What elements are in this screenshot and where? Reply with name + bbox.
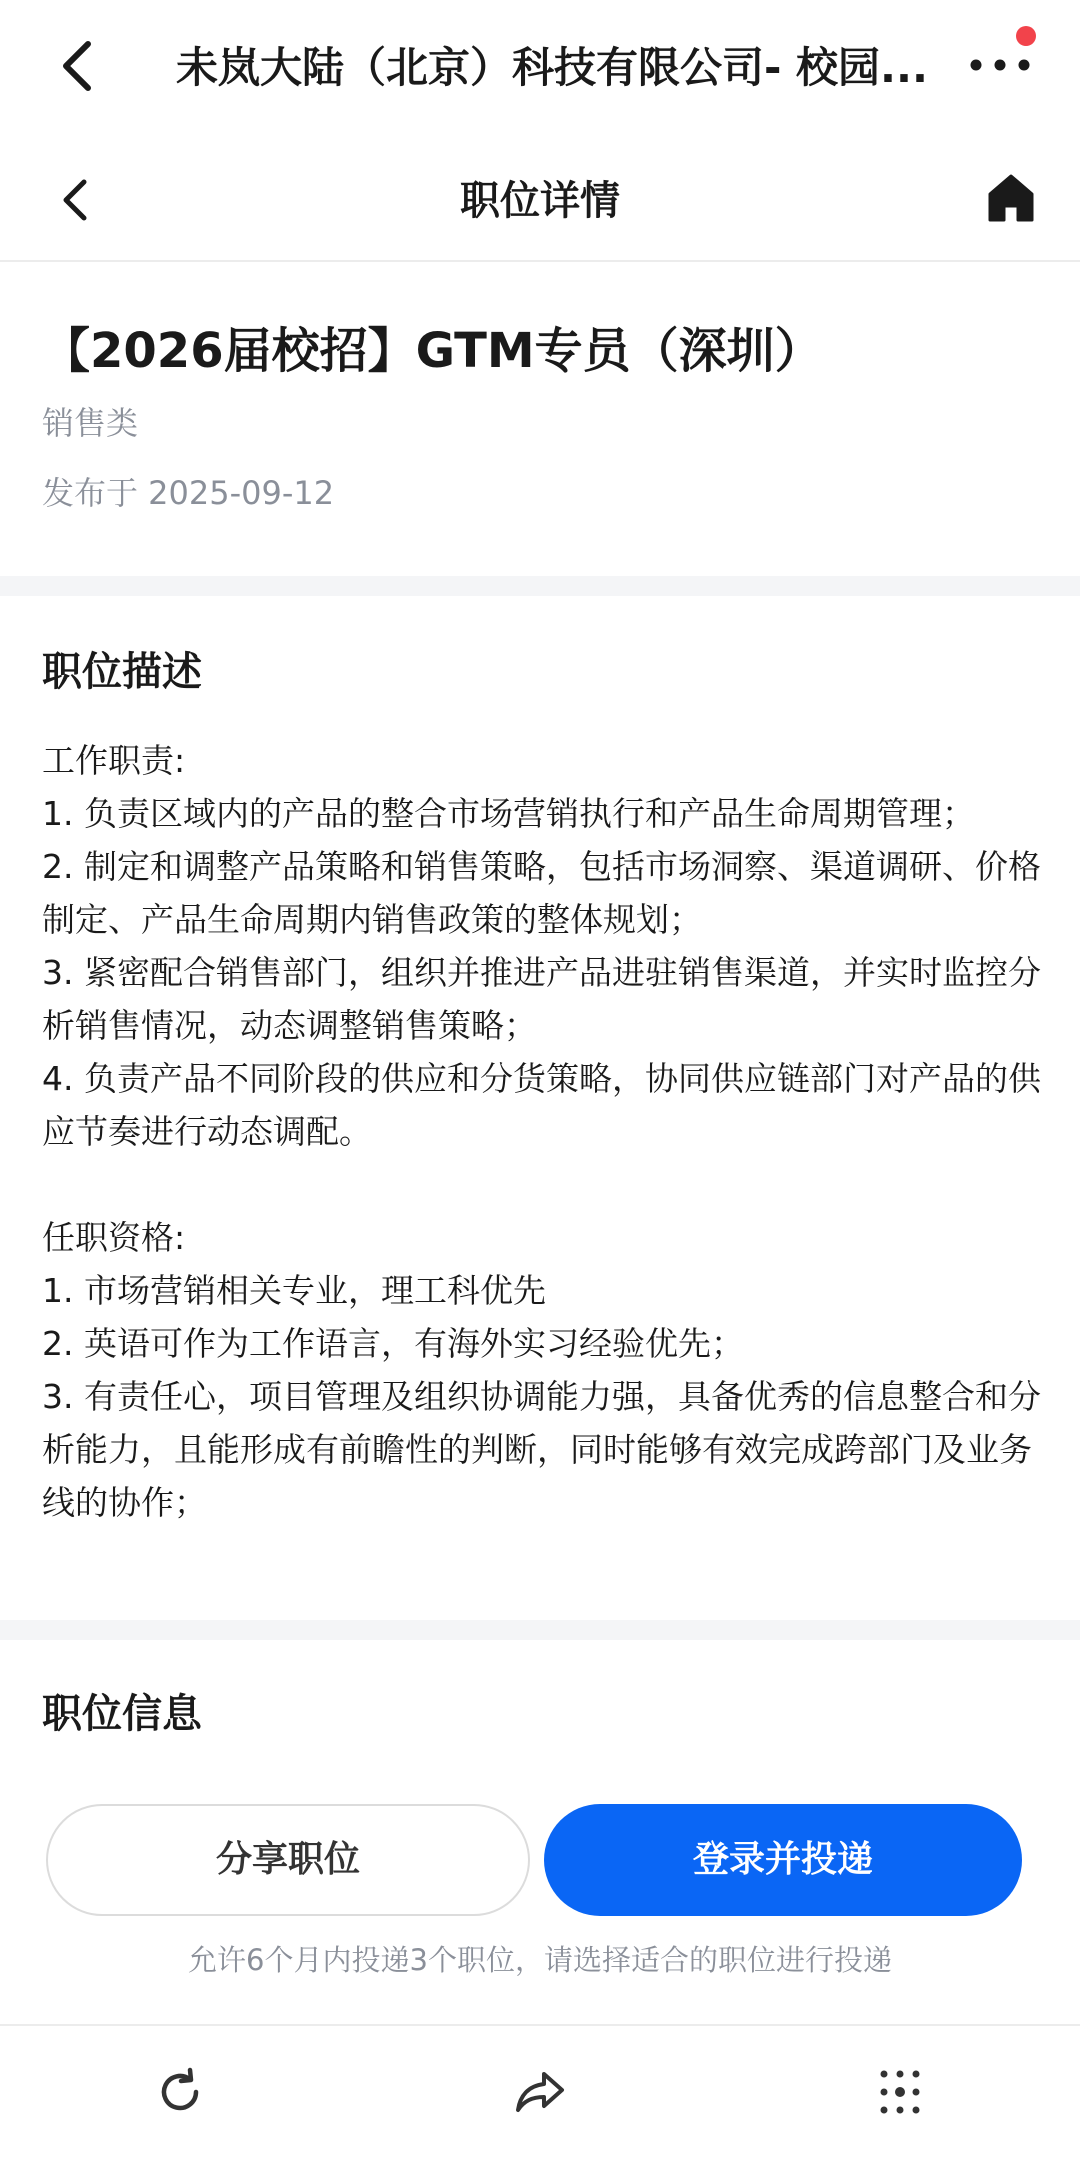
description-heading: 职位描述	[42, 649, 202, 695]
apply-limit-note: 允许6个月内投递3个职位，请选择适合的职位进行投递	[188, 1943, 892, 1977]
browser-top-bar	[0, 0, 1080, 140]
share-job-button[interactable]: 分享职位	[46, 1804, 530, 1916]
publish-date: 发布于 2025-09-12	[42, 474, 335, 512]
chevron-left-icon[interactable]	[50, 170, 100, 230]
job-header	[0, 262, 1080, 576]
login-apply-button[interactable]: 登录并投递	[544, 1804, 1022, 1916]
description-body: 工作职责: 1. 负责区域内的产品的整合市场营销执行和产品生命周期管理； 2. 制定和调整产品策略和销售策略，包括市场洞察、渠道调研、价格制定、产品生命周期内销售政策的整体规划； 3. 紧密配合销售部门，组织并推进产品进驻销售渠道，并实时监控分析销售情况，动态调整销售策略； 4. 负责产品不同阶段的供应和分货策略，协同供应链部门对产品的供应节奏进行动态调配。 任职资格: 1. 市场营销相关专业，理工科优先 2. 英语可作为工作语言，有海外实习经验优先； 3. 有责任心，项目管理及组织协调能力强，具备优秀的信息整合和分析能力，且能形成有前瞻性的判断，同时能够有效完成跨部门及业务线的协作；	[42, 741, 1041, 1522]
home-icon[interactable]	[986, 170, 1036, 226]
share-forward-icon[interactable]	[512, 2064, 568, 2120]
job-category: 销售类	[42, 404, 139, 442]
section-divider	[0, 1620, 1080, 1640]
page-title: 职位详情	[460, 178, 620, 224]
more-dots-icon[interactable]	[968, 50, 1032, 80]
browser-title: 未岚大陆（北京）科技有限公司- 校园...	[176, 43, 928, 92]
job-title: 【2026届校招】GTM专员（深圳）	[42, 323, 823, 379]
browser-bottom-toolbar	[0, 2024, 1080, 2157]
info-heading: 职位信息	[42, 1691, 202, 1737]
grid-dots-icon[interactable]	[872, 2064, 928, 2120]
section-divider	[0, 576, 1080, 596]
notification-dot	[1016, 26, 1036, 46]
refresh-icon[interactable]	[152, 2064, 208, 2120]
back-icon[interactable]	[50, 36, 110, 96]
page-nav-bar	[0, 140, 1080, 262]
